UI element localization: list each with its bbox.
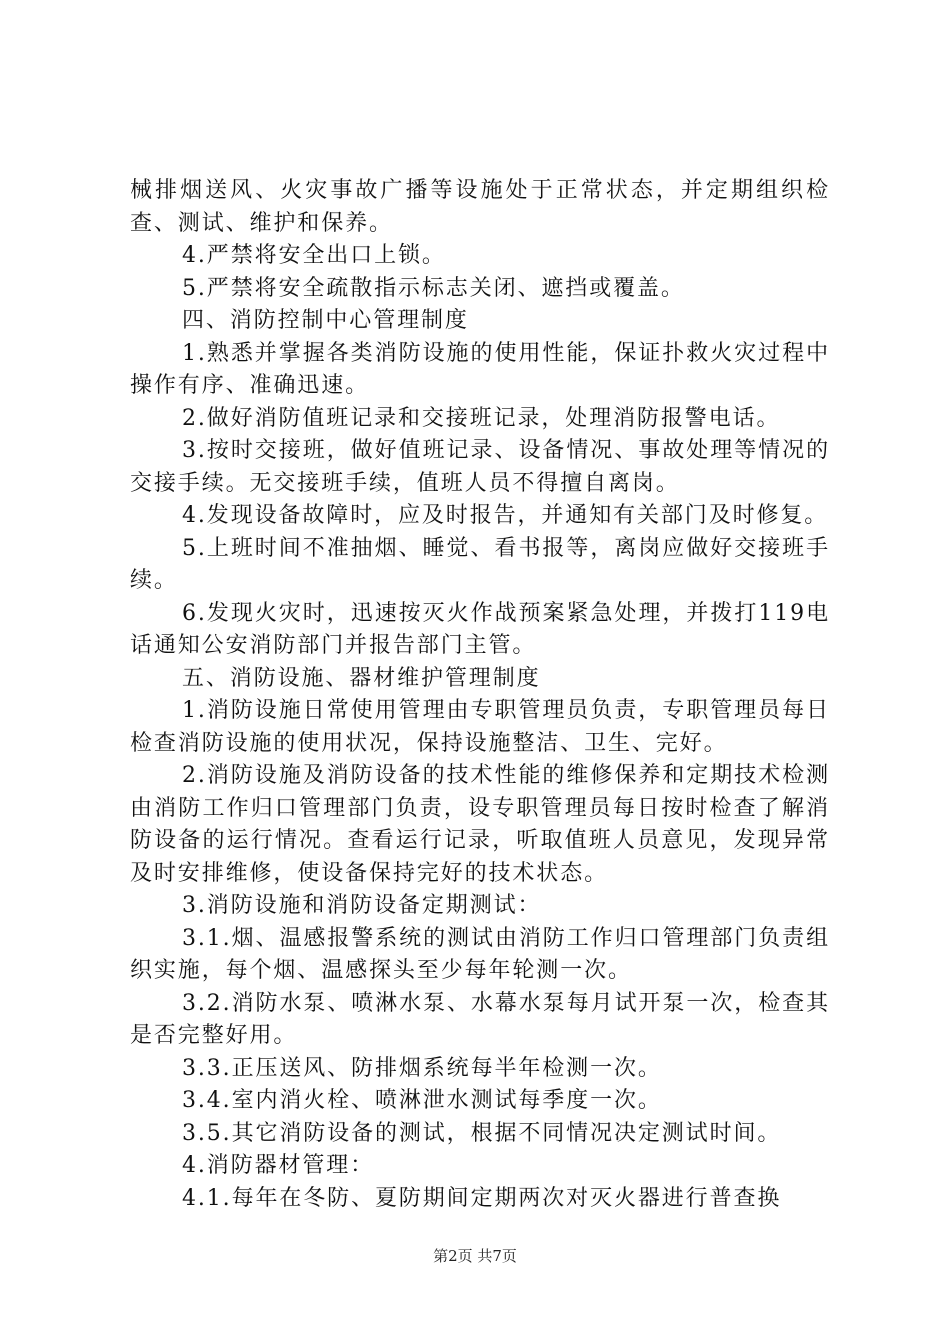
paragraph: 1.消防设施日常使用管理由专职管理员负责，专职管理员每日检查消防设施的使用状况，保持设施整洁、卫生、完好。 [130,698,830,756]
paragraph: 3.按时交接班，做好值班记录、设备情况、事故处理等情况的交接手续。无交接班手续，值班人员不得擅自离岗。 [130,438,830,496]
paragraph: 6.发现火灾时，迅速按灭火作战预案紧急处理，并拨打119电话通知公安消防部门并报告部门主管。 [130,600,830,658]
paragraph: 5.严禁将安全疏散指示标志关闭、遮挡或覆盖。 [182,275,685,301]
paragraph: 3.5.其它消防设备的测试，根据不同情况决定测试时间。 [182,1120,782,1146]
paragraph: 3.4.室内消火栓、喷淋泄水测试每季度一次。 [182,1088,662,1113]
section-heading: 四、消防控制中心管理制度 [182,308,469,333]
paragraph: 4.消防器材管理： [182,1153,375,1178]
page-footer: 第2页 共7页 [433,1247,517,1265]
paragraph: 3.3.正压送风、防排烟系统每半年检测一次。 [182,1055,662,1081]
document-body [130,175,830,1215]
paragraph: 4.严禁将安全出口上锁。 [182,243,446,268]
paragraph: 3.消防设施和消防设备定期测试： [182,893,542,918]
paragraph: 3.1.烟、温感报警系统的测试由消防工作归口管理部门负责组织实施，每个烟、温感探头至少每年轮测一次。 [130,925,830,983]
paragraph: 5.上班时间不准抽烟、睡觉、看书报等，离岗应做好交接班手续。 [130,535,830,593]
paragraph: 4.发现设备故障时，应及时报告，并通知有关部门及时修复。 [182,503,829,528]
paragraph: 2.做好消防值班记录和交接班记录，处理消防报警电话。 [182,405,781,431]
paragraph: 2.消防设施及消防设备的技术性能的维修保养和定期技术检测由消防工作归口管理部门负责，设专职管理员每日按时检查了解消防设备的运行情况。查看运行记录，听取值班人员意见，发现异常及时安排维修，使设备保持完好的技术状态。 [130,763,830,886]
paragraph: 械排烟送风、火灾事故广播等设施处于正常状态，并定期组织检查、测试、维护和保养。 [130,178,830,236]
paragraph: 1.熟悉并掌握各类消防设施的使用性能，保证扑救火灾过程中操作有序、准确迅速。 [130,340,830,398]
section-heading: 五、消防设施、器材维护管理制度 [182,665,541,691]
paragraph: 3.2.消防水泵、喷淋水泵、水幕水泵每月试开泵一次，检查其是否完整好用。 [130,990,830,1048]
paragraph: 4.1.每年在冬防、夏防期间定期两次对灭火器进行普查换 [182,1185,782,1211]
